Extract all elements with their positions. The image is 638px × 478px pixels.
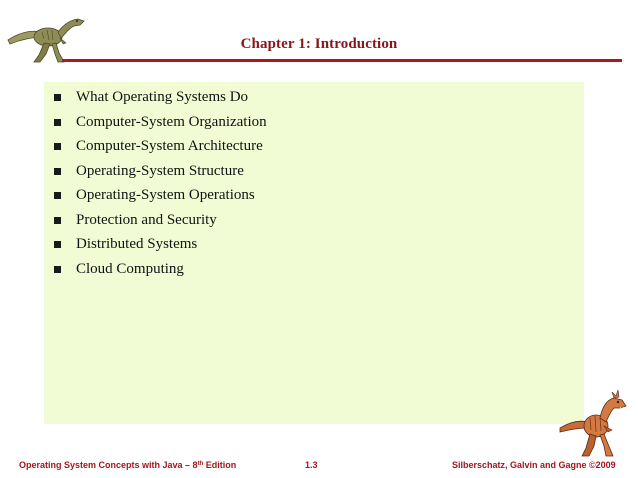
list-item-text: Protection and Security [76, 211, 217, 228]
list-item-text: What Operating Systems Do [76, 89, 249, 105]
list-item [52, 233, 267, 258]
footer-book-title-text: Operating System Concepts with Java – 8 [19, 460, 198, 470]
square-bullet-icon [54, 119, 61, 126]
footer-page-number: 1.3 [305, 460, 318, 470]
list-item-text: Computer-System Organization [76, 113, 267, 130]
list-item [52, 160, 267, 185]
footer-edition-superscript: th [197, 461, 204, 467]
list-item [52, 258, 267, 283]
list-item [52, 111, 267, 136]
bullet-list [52, 86, 267, 282]
dinosaur-icon [556, 384, 634, 460]
list-item [52, 86, 267, 111]
list-item-text: Cloud Computing [76, 260, 184, 277]
square-bullet-icon [54, 266, 61, 273]
square-bullet-icon [54, 217, 61, 224]
list-item-text: Computer-System Architecture [76, 138, 263, 154]
square-bullet-icon [54, 94, 61, 101]
list-item [52, 135, 267, 160]
footer-edition-text: Edition [203, 460, 237, 470]
footer-book-title [19, 460, 236, 470]
list-item-text: Distributed Systems [76, 236, 198, 252]
square-bullet-icon [54, 241, 61, 248]
title-divider [62, 59, 622, 62]
list-item-text: Operating-System Structure [76, 162, 244, 179]
list-item [52, 184, 267, 209]
footer-copyright: Silberschatz, Galvin and Gagne ©2009 [452, 460, 616, 470]
list-item [52, 209, 267, 234]
slide-title: Chapter 1: Introduction [240, 36, 398, 52]
list-item-text: Operating-System Operations [76, 187, 255, 203]
square-bullet-icon [54, 192, 61, 199]
square-bullet-icon [54, 143, 61, 150]
square-bullet-icon [54, 168, 61, 175]
